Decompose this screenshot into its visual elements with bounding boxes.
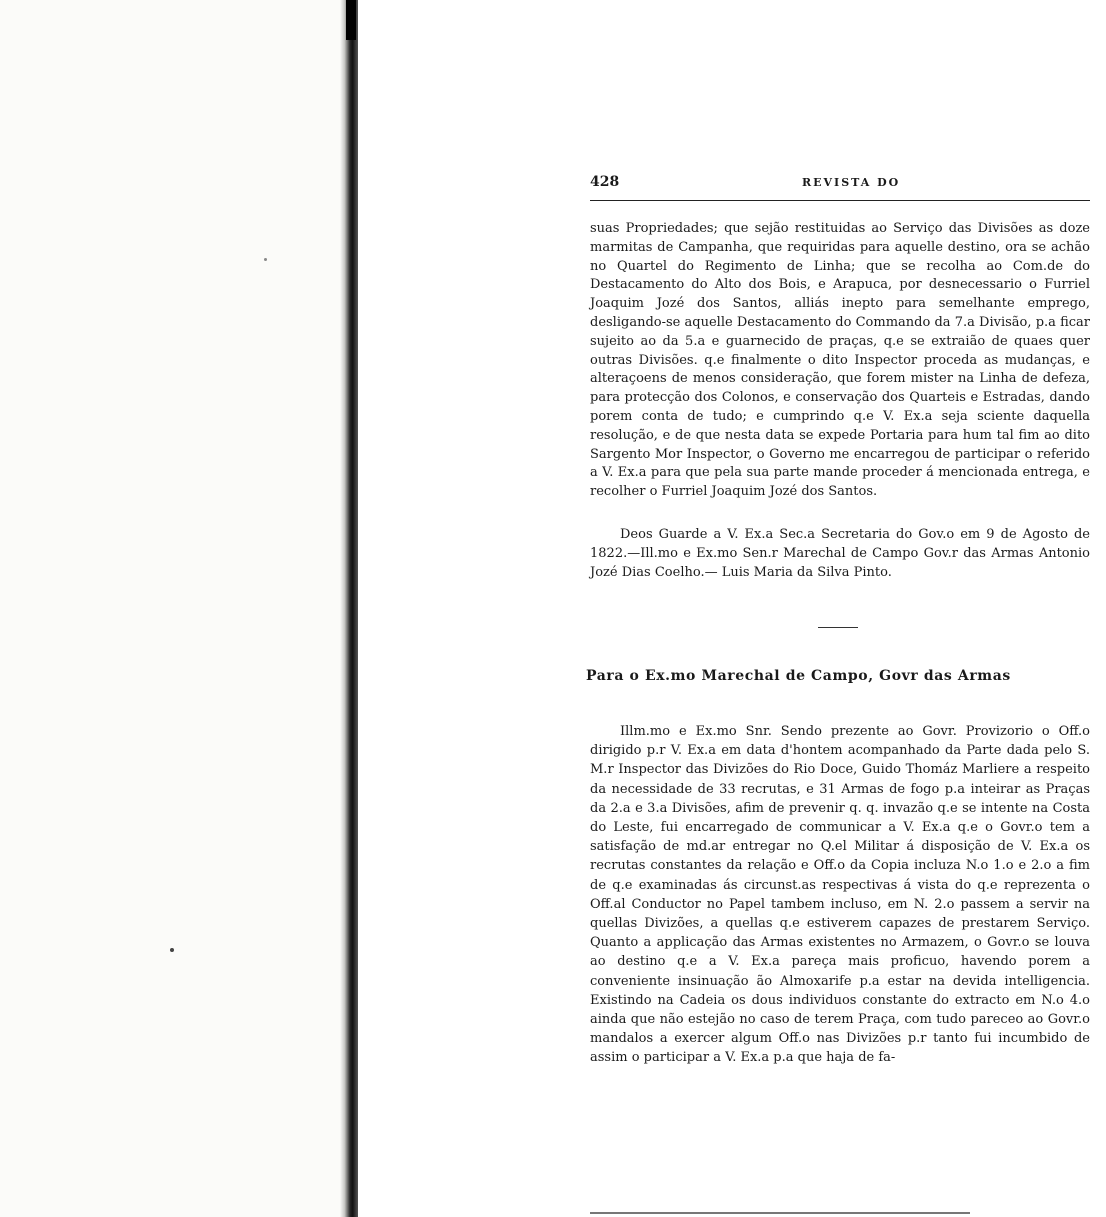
paper-speck (264, 258, 267, 261)
section-separator (818, 627, 858, 628)
body-text-continuation (590, 220, 1090, 502)
page-header (590, 174, 1090, 198)
bottom-edge-rule (590, 1212, 970, 1214)
paragraph-continuation: suas Propriedades; que sejão restituidas ao Serviço das Divisões as doze marmitas de Campanha, que requiridas para aquelle destino, ora se achão no Quartel do Regimento de Linha; que se recolha ao Com.de do Destacamento do Alto dos Bois, e Arapuca, por desnecessario o Furriel Joaquim Jozé dos Santos, alliás inepto para semelhante emprego, desligando-se aquelle Destacamento do Commando da 7.a Divisão, p.a ficar sujeito ao da 5.a e guarnecido de praças, q.e se extraião de quaes quer outras Divisões. q.e finalmente o dito Inspector proceda as mudanças, e alteraçoens de menos consideração, que forem mister na Linha de defeza, para protecção dos Colonos, e conservação dos Quarteis e Estradas, dando porem conta de tudo; e cumprindo q.e V. Ex.a seja sciente daquella resolução, e de que nesta data se expede Portaria para hum tal fim ao dito Sargento Mor Inspector, o Governo me encarregou de participar o referido a V. Ex.a para que pela sua parte mande proceder á mencionada entrega, e recolher o Furriel Joaquim Jozé dos Santos. (590, 221, 1090, 500)
document-title: Para o Ex.mo Marechal de Campo, Govr das Armas (586, 668, 1011, 684)
body-text-second-letter (590, 722, 1090, 1068)
page-number: 428 (590, 174, 620, 190)
header-rule (590, 200, 1090, 201)
running-head: REVISTA DO (802, 176, 901, 189)
paper-speck (170, 948, 174, 952)
book-spine-shadow (346, 0, 356, 40)
paragraph-second-letter: Illm.mo e Ex.mo Snr. Sendo prezente ao Govr. Provizorio o Off.o dirigido p.r V. Ex.a em data d'hontem acompanhado da Parte dada pelo S. M.r Inspector das Divizões do Rio Doce, Guido Thomáz Marliere a respeito da necessidade de 33 recrutas, e 31 Armas de fogo p.a inteirar as Praças da 2.a e 3.a Divisões, afim de prevenir q. q. invazão q.e se intente na Costa do Leste, fui encarregado de communicar a V. Ex.a q.e o Govr.o tem a satisfação de md.ar entregar no Q.el Militar á disposição de V. Ex.a os recrutas constantes da relação e Off.o da Copia incluza N.o 1.o e 2.o a fim de q.e examinadas ás circunst.as respectivas á vista do q.e reprezenta o Off.al Conductor no Papel tambem incluso, em N. 2.o passem a servir na quellas Divizões, a quellas q.e estiverem capazes de prestarem Serviço. Quanto a applicação das Armas existentes no Armazem, o Govr.o se louva ao destino q.e a V. Ex.a pareça mais proficuo, havendo porem a conveniente insinuação ão Almoxarife p.a estar na devida intelligencia. Existindo na Cadeia os dous individuos constante do extracto em N.o 4.o ainda que não estejão no caso de terem Praça, com tudo pareceo ao Govr.o mandalos a exercer algum Off.o nas Divizões p.r tanto fui incumbido de assim o participar a V. Ex.a p.a que haja de fa- (590, 724, 1090, 1066)
left-page (0, 0, 352, 1217)
paragraph-signoff: Deos Guarde a V. Ex.a Sec.a Secretaria do Gov.o em 9 de Agosto de 1822.—Ill.mo e Ex.mo Sen.r Marechal de Campo Gov.r das Armas Antonio Jozé Dias Coelho.— Luis Maria da Silva Pinto. (590, 527, 1090, 580)
book-spine (340, 0, 358, 1217)
body-text-signoff (590, 526, 1090, 582)
